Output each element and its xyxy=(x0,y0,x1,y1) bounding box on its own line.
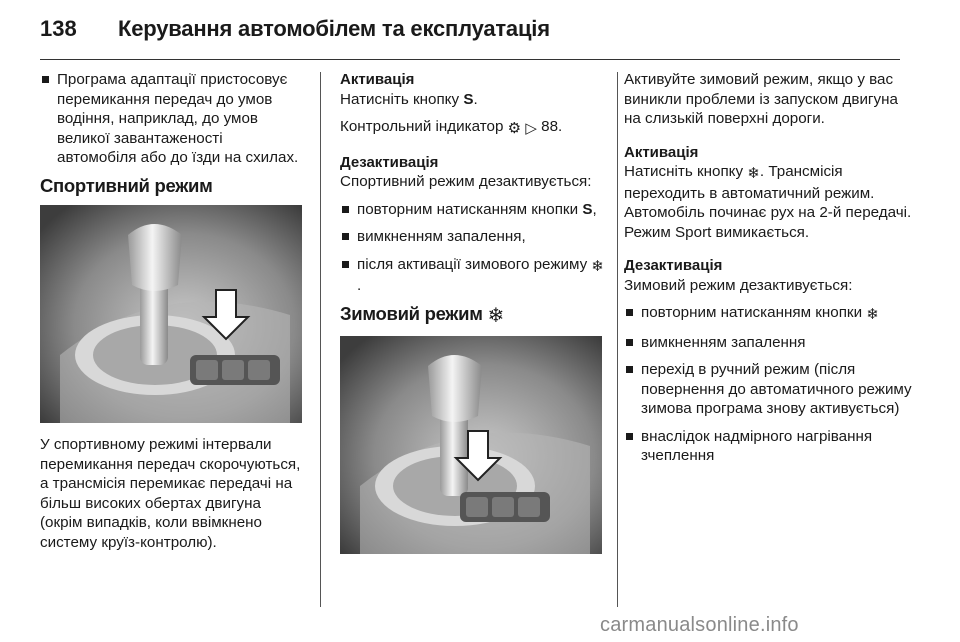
sport-key-label: S xyxy=(463,90,474,108)
sport-activation-heading: Активація xyxy=(340,71,415,88)
winter-deactivation-text: Зимовий режим дезактивується: xyxy=(624,276,853,294)
list-item: повторним натисканням кнопки S, xyxy=(340,200,605,220)
sport-mode-description: У спортивному режимі інтервали перемикання передач скорочуються, а трансмісія перемикає передачі на більш високих обертах двигуна (окрім випадків, коли ввімкнено систему круїз-контролю). xyxy=(40,436,301,551)
winter-mode-heading: Зимовий режим ❄ xyxy=(340,302,504,327)
list-item: вимкненням запалення, xyxy=(340,227,605,247)
sport-mode-photo xyxy=(40,205,302,423)
list-item: після активації зимового режиму ❄. xyxy=(340,255,605,296)
page-title: Керування автомобілем та експлуатація xyxy=(118,16,550,41)
page-number: 138 xyxy=(40,16,77,41)
column-1 xyxy=(40,70,306,560)
page-reference-icon: ▷ xyxy=(525,120,537,137)
adaptive-program-list xyxy=(40,70,306,168)
header-divider xyxy=(40,59,900,60)
list-item: Програма адаптації пристосовує перемикання передач до умов водіння, наприклад, до умов великої завантаженості автомобіля або до їзди на схилах. xyxy=(40,70,306,168)
winter-activation-heading: Активація xyxy=(624,143,699,161)
winter-mode-photo xyxy=(340,336,602,554)
sport-indicator-text: Контрольний індикатор ⚙ ▷ 88. xyxy=(340,118,563,137)
sport-activation-text: Натисніть кнопку S. xyxy=(340,90,478,108)
column-divider xyxy=(320,72,321,607)
winter-deactivation-heading: Дезактивація xyxy=(624,257,723,274)
snowflake-icon: ❄ xyxy=(866,306,879,323)
watermark: carmanualsonline.info xyxy=(600,614,799,636)
winter-intro: Активуйте зимовий режим, якщо у вас виникли проблеми із запуском двигуна на слизькій поверхні дороги. xyxy=(624,71,898,127)
sport-mode-heading: Спортивний режим xyxy=(40,174,213,196)
column-3 xyxy=(624,70,914,474)
list-item: вимкненням запалення xyxy=(624,333,914,353)
sport-deactivation-text: Спортивний режим дезактивується: xyxy=(340,173,592,190)
column-divider xyxy=(617,72,618,607)
list-item: повторним натисканням кнопки ❄ xyxy=(624,303,914,325)
gear-indicator-icon: ⚙ xyxy=(507,120,522,137)
column-2 xyxy=(340,70,605,554)
winter-deactivation-list xyxy=(624,303,914,466)
winter-activation-text: Натисніть кнопку ❄. Трансмісія переходить в автоматичний режим. Автомобіль починає рух на 2-й передачі. Режим Sport вимикається. xyxy=(624,163,912,241)
snowflake-icon: ❄ xyxy=(591,257,604,275)
list-item: перехід в ручний режим (після повернення до автоматичного режиму зимова програма знову активується) xyxy=(624,360,914,419)
page-header xyxy=(40,12,930,52)
snowflake-icon: ❄ xyxy=(487,304,504,327)
list-item: внаслідок надмірного нагрівання зчеплення xyxy=(624,427,914,466)
sport-deactivation-heading: Дезактивація xyxy=(340,153,439,171)
snowflake-icon: ❄ xyxy=(747,165,760,182)
sport-deactivation-list xyxy=(340,200,605,296)
